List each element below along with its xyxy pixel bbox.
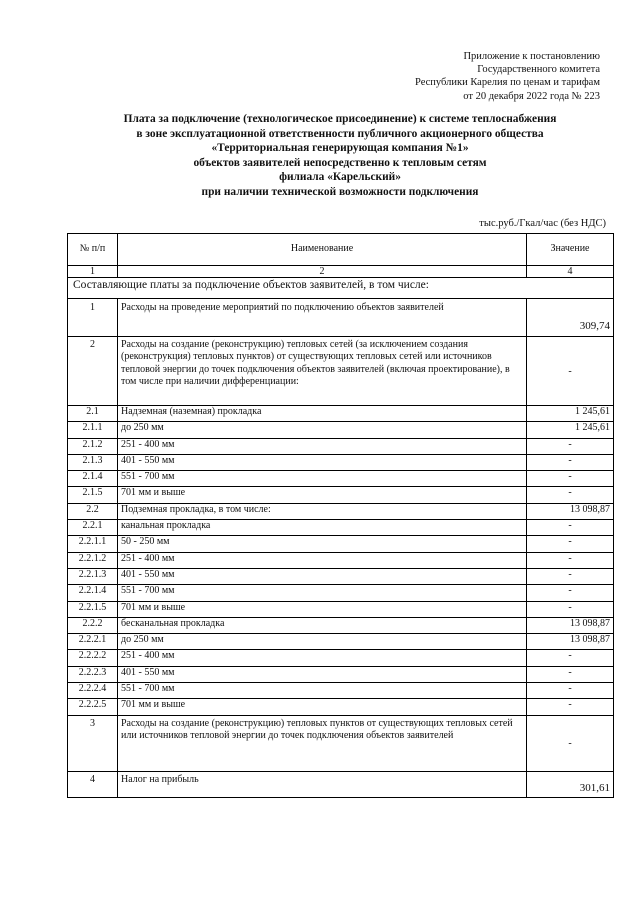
row-name: до 250 мм — [118, 634, 527, 650]
row-number: 2.2.2.3 — [68, 666, 118, 682]
row-value: - — [527, 552, 614, 568]
row-name: 701 мм и выше — [118, 601, 527, 617]
row-value: - — [527, 536, 614, 552]
row-name: Расходы на создание (реконструкцию) тепловых сетей (за исключением создания (реконструкция) тепловых пунктов) от существующих тепловых сетей или источников тепловой энергии до точек подключения объектов заявителей (включая проектирование), в том числе при наличии дифференциации: — [118, 337, 527, 406]
row-name: до 250 мм — [118, 422, 527, 438]
row-number: 2.2 — [68, 503, 118, 519]
table-row — [68, 438, 614, 454]
row-name: 551 - 700 мм — [118, 683, 527, 699]
row-name: Надземная (наземная) прокладка — [118, 406, 527, 422]
row-name: 701 мм и выше — [118, 487, 527, 503]
row-number: 2.2.1.2 — [68, 552, 118, 568]
row-value: - — [527, 601, 614, 617]
row-name: 401 - 550 мм — [118, 568, 527, 584]
row-value: - — [527, 487, 614, 503]
table-row — [68, 520, 614, 536]
approval-note — [340, 50, 600, 103]
column-index-row — [68, 266, 614, 278]
table-row — [68, 634, 614, 650]
row-number: 2.2.2 — [68, 617, 118, 633]
row-name: бесканальная прокладка — [118, 617, 527, 633]
approval-line: Республики Карелия по ценам и тарифам — [415, 77, 600, 89]
table-row — [68, 454, 614, 470]
table-row — [68, 601, 614, 617]
approval-line: Государственного комитета — [477, 64, 600, 76]
approval-line: от 20 декабря 2022 года № 223 — [463, 90, 600, 102]
row-name: Расходы на создание (реконструкцию) тепловых пунктов от существующих тепловых сетей или источников тепловой энергии до точек подключения объектов заявителей — [118, 715, 527, 771]
table-row — [68, 552, 614, 568]
table-row — [68, 683, 614, 699]
row-value: 13 098,87 — [527, 617, 614, 633]
row-number: 2.1.2 — [68, 438, 118, 454]
fee-table — [67, 233, 614, 798]
row-number: 2.2.1 — [68, 520, 118, 536]
table-row — [68, 585, 614, 601]
row-number: 2.2.2.1 — [68, 634, 118, 650]
row-value: 13 098,87 — [527, 634, 614, 650]
row-number: 2.1.1 — [68, 422, 118, 438]
row-number: 2.2.1.3 — [68, 568, 118, 584]
row-name: Подземная прокладка, в том числе: — [118, 503, 527, 519]
table-row — [68, 487, 614, 503]
row-value: - — [527, 666, 614, 682]
table-row — [68, 337, 614, 406]
index-value: 4 — [527, 266, 614, 278]
row-number: 2.1 — [68, 406, 118, 422]
table-row — [68, 422, 614, 438]
row-name: 251 - 400 мм — [118, 438, 527, 454]
title-line: в зоне эксплуатационной ответственности публичного акционерного общества — [136, 127, 544, 140]
table-row — [68, 771, 614, 797]
table-row — [68, 666, 614, 682]
row-number: 2.2.1.5 — [68, 601, 118, 617]
row-name: Расходы на проведение мероприятий по подключению объектов заявителей — [118, 299, 527, 337]
row-name: Налог на прибыль — [118, 771, 527, 797]
table-row — [68, 299, 614, 337]
table-row — [68, 536, 614, 552]
row-value: - — [527, 715, 614, 771]
document-title — [60, 112, 620, 200]
row-value: - — [527, 438, 614, 454]
row-name: 50 - 250 мм — [118, 536, 527, 552]
row-value: 309,74 — [527, 299, 614, 337]
table-row — [68, 699, 614, 715]
row-number: 2.2.1.4 — [68, 585, 118, 601]
row-number: 2.1.4 — [68, 471, 118, 487]
approval-line: Приложение к постановлению — [463, 51, 600, 62]
row-value: - — [527, 520, 614, 536]
table-row — [68, 715, 614, 771]
row-value: 1 245,61 — [527, 422, 614, 438]
row-number: 2.1.3 — [68, 454, 118, 470]
row-name: 401 - 550 мм — [118, 666, 527, 682]
header-num: № п/п — [68, 234, 118, 266]
row-number: 2.2.2.2 — [68, 650, 118, 666]
row-value: - — [527, 650, 614, 666]
row-value: 1 245,61 — [527, 406, 614, 422]
row-name: 551 - 700 мм — [118, 471, 527, 487]
row-value: - — [527, 337, 614, 406]
table-row — [68, 617, 614, 633]
row-name: 701 мм и выше — [118, 699, 527, 715]
row-name: 251 - 400 мм — [118, 650, 527, 666]
row-name: 401 - 550 мм — [118, 454, 527, 470]
row-value: - — [527, 699, 614, 715]
row-name: канальная прокладка — [118, 520, 527, 536]
units-label: тыс.руб./Гкал/час (без НДС) — [479, 218, 606, 229]
row-number: 2.2.1.1 — [68, 536, 118, 552]
row-name: 551 - 700 мм — [118, 585, 527, 601]
title-line: филиала «Карельский» — [279, 171, 401, 184]
title-line: Плата за подключение (технологическое присоединение) к системе теплоснабжения — [123, 113, 557, 125]
section-title: Составляющие платы за подключение объектов заявителей, в том числе: — [68, 278, 614, 299]
header-name: Наименование — [118, 234, 527, 266]
row-number: 2.2.2.5 — [68, 699, 118, 715]
section-row — [68, 278, 614, 299]
row-number: 2.1.5 — [68, 487, 118, 503]
table-row — [68, 568, 614, 584]
title-line: объектов заявителей непосредственно к тепловым сетям — [193, 156, 487, 169]
row-name: 251 - 400 мм — [118, 552, 527, 568]
row-value: - — [527, 683, 614, 699]
row-value: 301,61 — [527, 771, 614, 797]
table-row — [68, 503, 614, 519]
row-value: - — [527, 454, 614, 470]
row-value: - — [527, 585, 614, 601]
title-line: при наличии технической возможности подключения — [201, 185, 479, 198]
table-row — [68, 650, 614, 666]
row-number: 3 — [68, 715, 118, 771]
row-value: - — [527, 568, 614, 584]
table-row — [68, 471, 614, 487]
title-line: «Территориальная генерирующая компания №1» — [211, 142, 469, 155]
index-name: 2 — [118, 266, 527, 278]
row-number: 2 — [68, 337, 118, 406]
row-number: 2.2.2.4 — [68, 683, 118, 699]
row-value: 13 098,87 — [527, 503, 614, 519]
table-header-row — [68, 234, 614, 266]
table-row — [68, 406, 614, 422]
index-num: 1 — [68, 266, 118, 278]
row-number: 4 — [68, 771, 118, 797]
header-value: Значение — [527, 234, 614, 266]
row-number: 1 — [68, 299, 118, 337]
row-value: - — [527, 471, 614, 487]
